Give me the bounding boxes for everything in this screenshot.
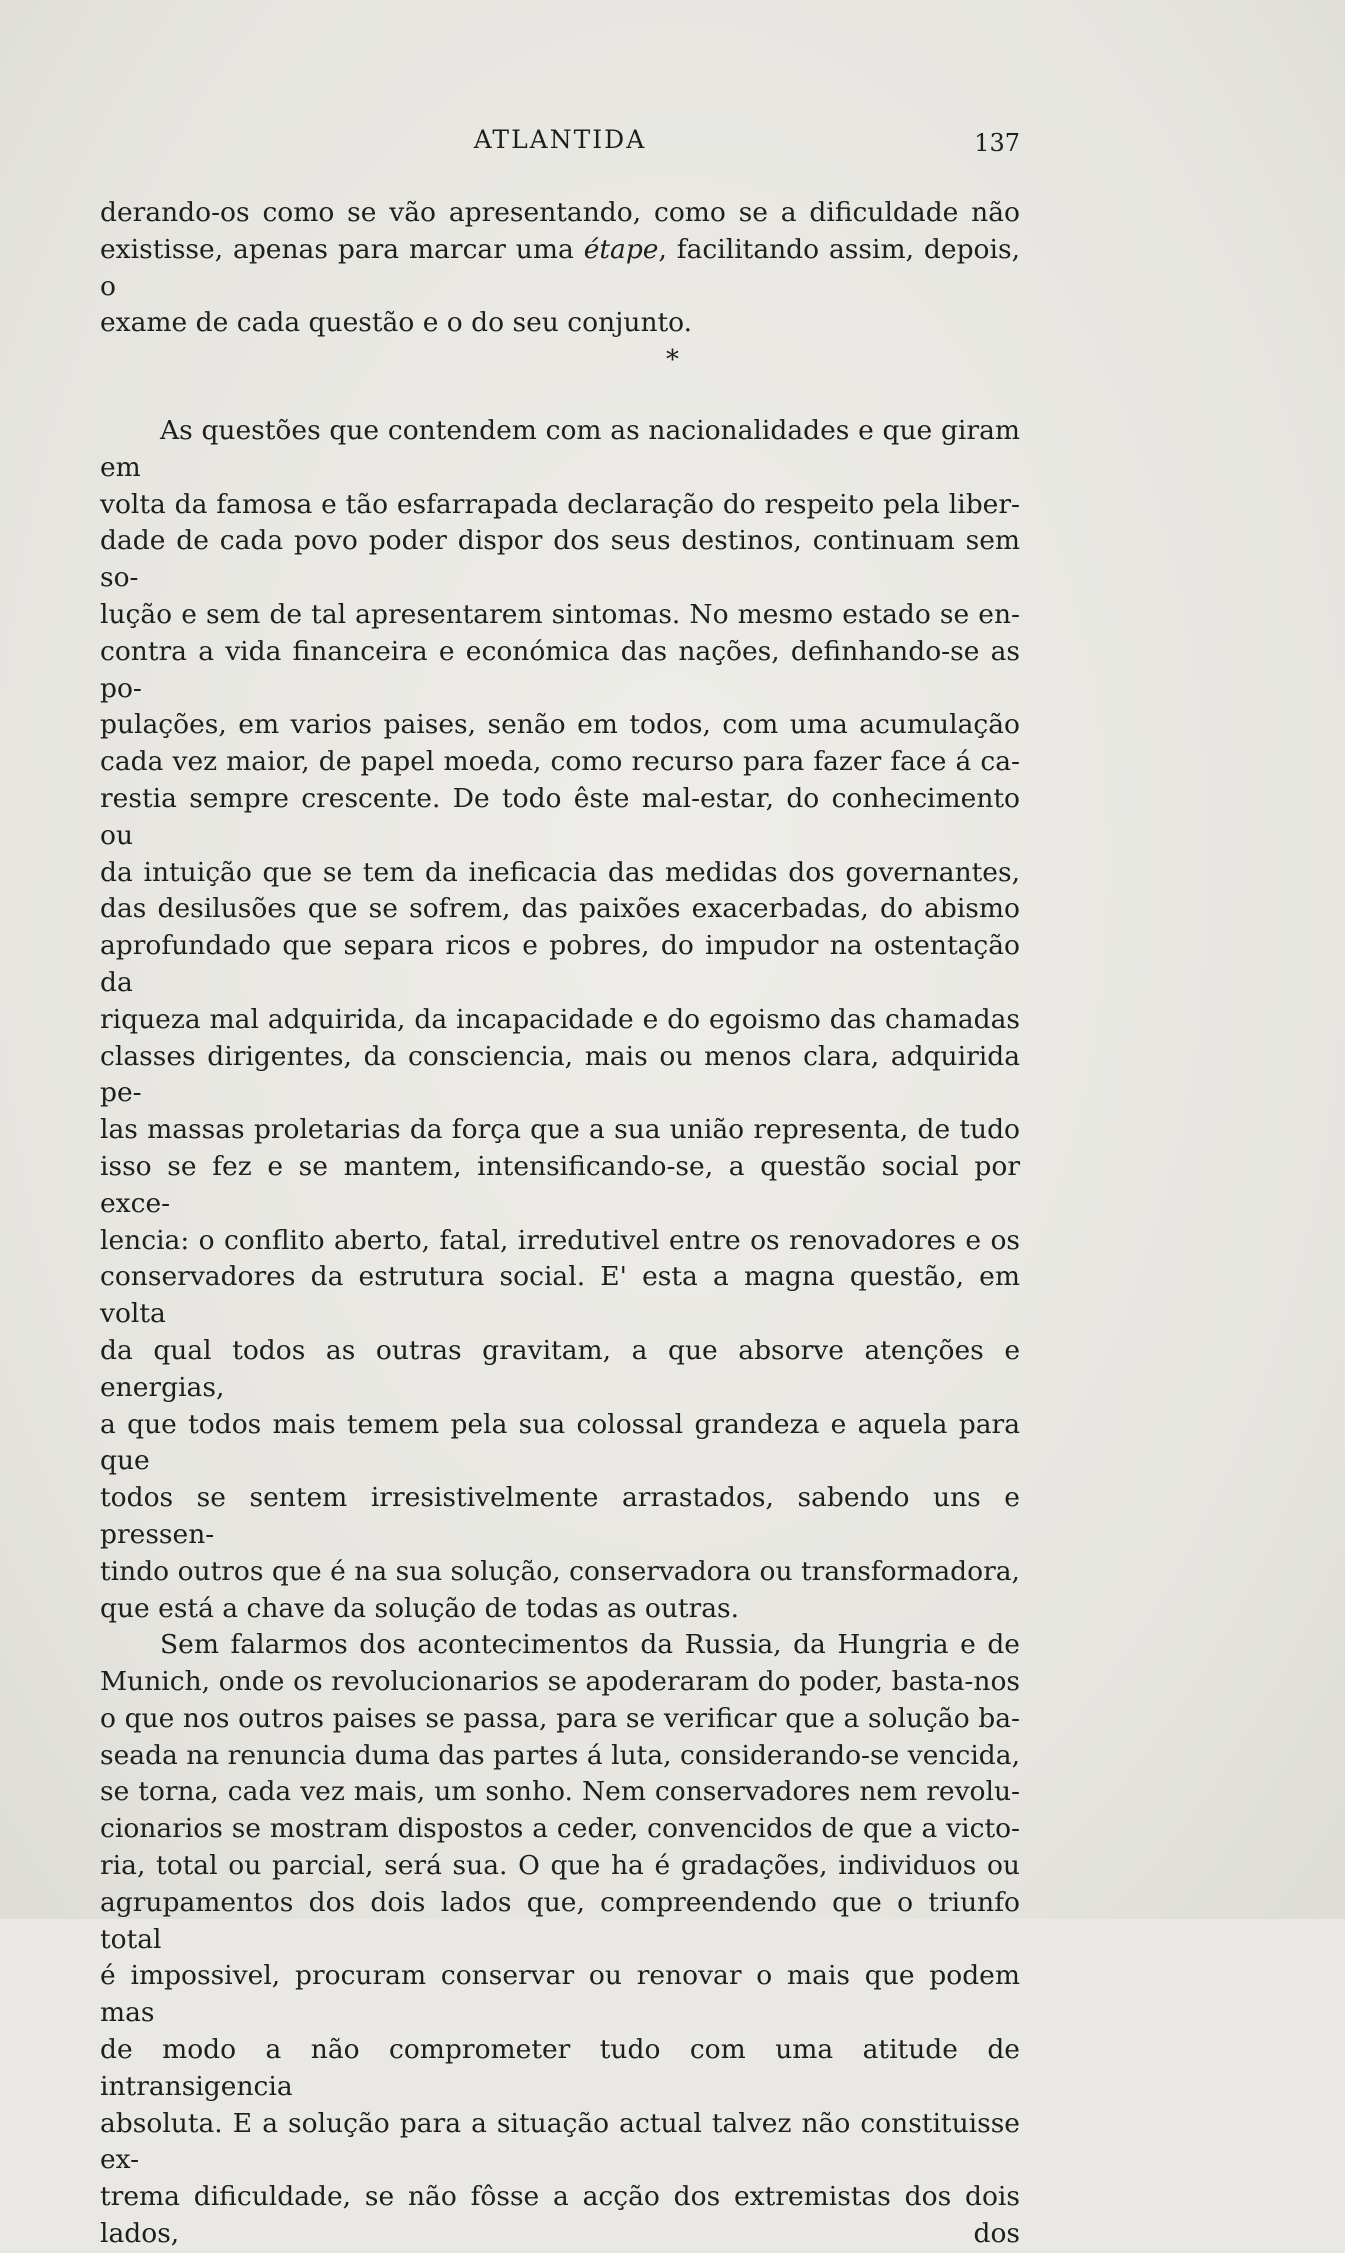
text-line: trema dificuldade, se não fôsse a acção dos extremistas dos dois lados, dos [100,2181,1020,2250]
text-line: da intuição que se tem da ineficacia das medidas dos governantes, [100,856,1020,888]
text-line: conservadores da estrutura social. E' esta a magna questão, em volta [100,1261,1020,1330]
text-span: existisse, apenas para marcar uma [100,233,584,265]
text-line: agrupamentos dos dois lados que, compreendendo que o triunfo total [100,1886,1020,1955]
text-line: contra a vida financeira e económica das nações, definhando-se as po- [100,635,1020,704]
paragraph [100,413,1020,1627]
text-line: tindo outros que é na sua solução, conservadora ou transformadora, [100,1555,1020,1587]
text-line: pulações, em varios paises, senão em todos, com uma acumulação [100,709,1020,741]
text-span: , facilitando assim, depois, o [100,233,1020,302]
italic-term: étape [583,233,659,265]
text-line: o que nos outros paises se passa, para se verificar que a solução ba- [100,1702,1020,1734]
text-line: isso se fez e se mantem, intensificando-se, a questão social por exce- [100,1150,1020,1219]
text-line: volta da famosa e tão esfarrapada declaração do respeito pela liber- [100,488,1020,520]
text-line: cada vez maior, de papel moeda, como recurso para fazer face á ca- [100,746,1020,778]
text-line: restia sempre crescente. De todo êste mal-estar, do conhecimento ou [100,782,1020,851]
paragraph [100,1627,1020,2253]
body-text [100,413,1020,2253]
text-line: cionarios se mostram dispostos a ceder, convencidos de que a victo- [100,1813,1020,1845]
page-number: 137 [974,129,1020,157]
text-line: As questões que contendem com as nacionalidades e que giram em [100,415,1020,483]
text-line: aprofundado que separa ricos e pobres, do impudor na ostentação da [100,930,1020,998]
text-line: Munich, onde os revolucionarios se apoderaram do poder, basta-nos [100,1666,1020,1698]
text-line: ria, total ou parcial, será sua. O que ha é gradações, individuos ou [100,1850,1020,1882]
text-line: lução e sem de tal apresentarem sintomas. No mesmo estado se en- [100,598,1020,630]
text-line: todos se sentem irresistivelmente arrastados, sabendo uns e pressen- [100,1482,1020,1550]
section-separator: * [666,345,679,375]
text-line: riqueza mal adquirida, da incapacidade e do egoismo das chamadas [100,1003,1020,1035]
text-line: las massas proletarias da força que a sua união representa, de tudo [100,1114,1020,1146]
text-line: que está a chave da solução de todas as outras. [100,1592,740,1624]
text-line: seada na renuncia duma das partes á luta, considerando-se vencida, [100,1739,1020,1771]
page-header [100,125,1020,165]
paragraph-continuation [100,195,1020,342]
text-line: derando-os como se vão apresentando, como se a dificuldade não [100,197,1020,228]
text-line: da qual todos as outras gravitam, a que absorve atenções e energias, [100,1334,1020,1403]
text-line: classes dirigentes, da consciencia, mais ou menos clara, adquirida pe- [100,1040,1020,1109]
text-line: é impossivel, procuram conservar ou renovar o mais que podem mas [100,1960,1020,2029]
text-line: lencia: o conflito aberto, fatal, irredutivel entre os renovadores e os [100,1224,1020,1256]
running-title: ATLANTIDA [473,125,647,154]
text-line: se torna, cada vez mais, um sonho. Nem conservadores nem revolu- [100,1776,1020,1808]
text-line: Sem falarmos dos acontecimentos da Russia, da Hungria e de [160,1629,1020,1661]
text-line: de modo a não comprometer tudo com uma atitude de intransigencia [100,2034,1020,2102]
text-line [100,232,1020,306]
text-line: exame de cada questão e o do seu conjunto. [100,307,693,339]
text-line: dade de cada povo poder dispor dos seus destinos, continuam sem so- [100,525,1020,594]
text-line: absoluta. E a solução para a situação actual talvez não constituisse ex- [100,2107,1020,2176]
text-line: a que todos mais temem pela sua colossal grandeza e aquela para que [100,1408,1020,1477]
text-line: das desilusões que se sofrem, das paixões exacerbadas, do abismo [100,893,1020,925]
